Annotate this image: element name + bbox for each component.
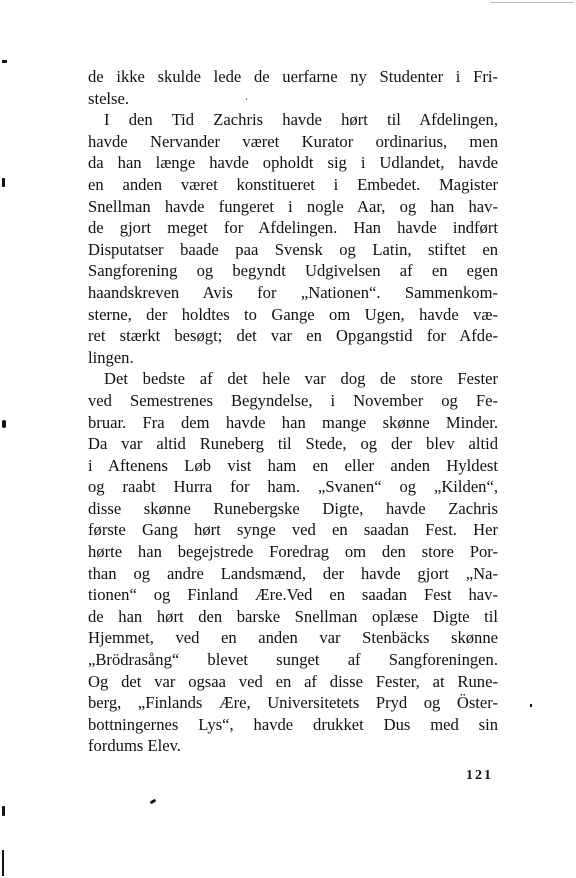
text-line: Hjemmet, ved en anden var Stenbäcks skønne [88,628,498,648]
text-line: hørte han begejstrede Foredrag om den store Por- [88,542,498,562]
text-line: havde Nervander været Kurator ordinarius, men [88,131,498,151]
text-line: de ikke skulde lede de uerfarne ny Studenter i Fri- [88,67,498,86]
text-line: Sangforening og begyndt Udgivelsen af en egen [88,261,498,281]
scan-mark [246,98,247,100]
text-line: Og det var ogsaa ved en af disse Fester, at Rune- [88,671,498,691]
text-line: haandskreven Avis for „Nationen“. Sammenkom- [88,282,498,302]
text-line: i Aftenens Løb vist ham en eller anden Hyldest [88,455,498,475]
page-number: 121 [466,768,493,783]
text-line: de han hørt den barske Snellman oplæse Digte til [88,606,498,626]
scan-mark [150,799,157,805]
text-line: bottningernes Lys“, havde drukket Dus med sin [88,714,498,734]
scan-mark [530,704,532,707]
text-line: I den Tid Zachris havde hørt til Afdelingen, [104,110,498,130]
scan-mark [490,2,574,3]
text-line: og raabt Hurra for ham. „Svanen“ og „Kilden“, [88,477,498,497]
text-line: „Brödrasång“ blevet sunget af Sangforeningen. [88,650,498,670]
text-line: de gjort meget for Afdelingen. Han havde indført [88,218,498,238]
text-line: lingen. [88,347,134,367]
text-line: Da var altid Runeberg til Stede, og der blev altid [88,434,498,454]
text-line: stelse. [88,88,130,108]
text-line: Disputatser baade paa Svensk og Latin, stiftet en [88,239,498,259]
text-line: ved Semestrenes Begyndelse, i November og Fe- [88,390,498,410]
scan-mark [2,420,6,428]
text-line: sterne, der holdtes to Gange om Ugen, havde væ- [88,304,498,324]
scan-mark [2,178,5,187]
text-line: Snellman havde fungeret i nogle Aar, og han hav- [88,196,498,216]
text-line: bruar. Fra dem havde han mange skønne Minder. [88,412,498,432]
scan-mark [2,850,4,876]
scan-mark [2,806,5,816]
text-line: berg, „Finlands Ære, Universitetets Pryd og Öster- [88,693,498,713]
text-line: disse skønne Runebergske Digte, havde Zachris [88,498,498,518]
body-text [88,66,498,757]
text-line: tionen“ og Finland Ære.Ved en saadan Fest hav- [88,585,498,605]
scan-mark [2,60,7,63]
text-line: første Gang hørt synge ved en saadan Fest. Her [88,520,498,540]
text-line: fordums Elev. [88,736,181,756]
text-line: da han længe havde opholdt sig i Udlandet, havde [88,153,498,173]
text-line: Det bedste af det hele var dog de store Fester [104,369,498,389]
text-line: than og andre Landsmænd, der havde gjort „Na- [88,563,498,583]
text-line: ret stærkt besøgt; det var en Opgangstid for Afde- [88,326,498,346]
text-line: en anden været konstitueret i Embedet. Magister [88,174,498,194]
